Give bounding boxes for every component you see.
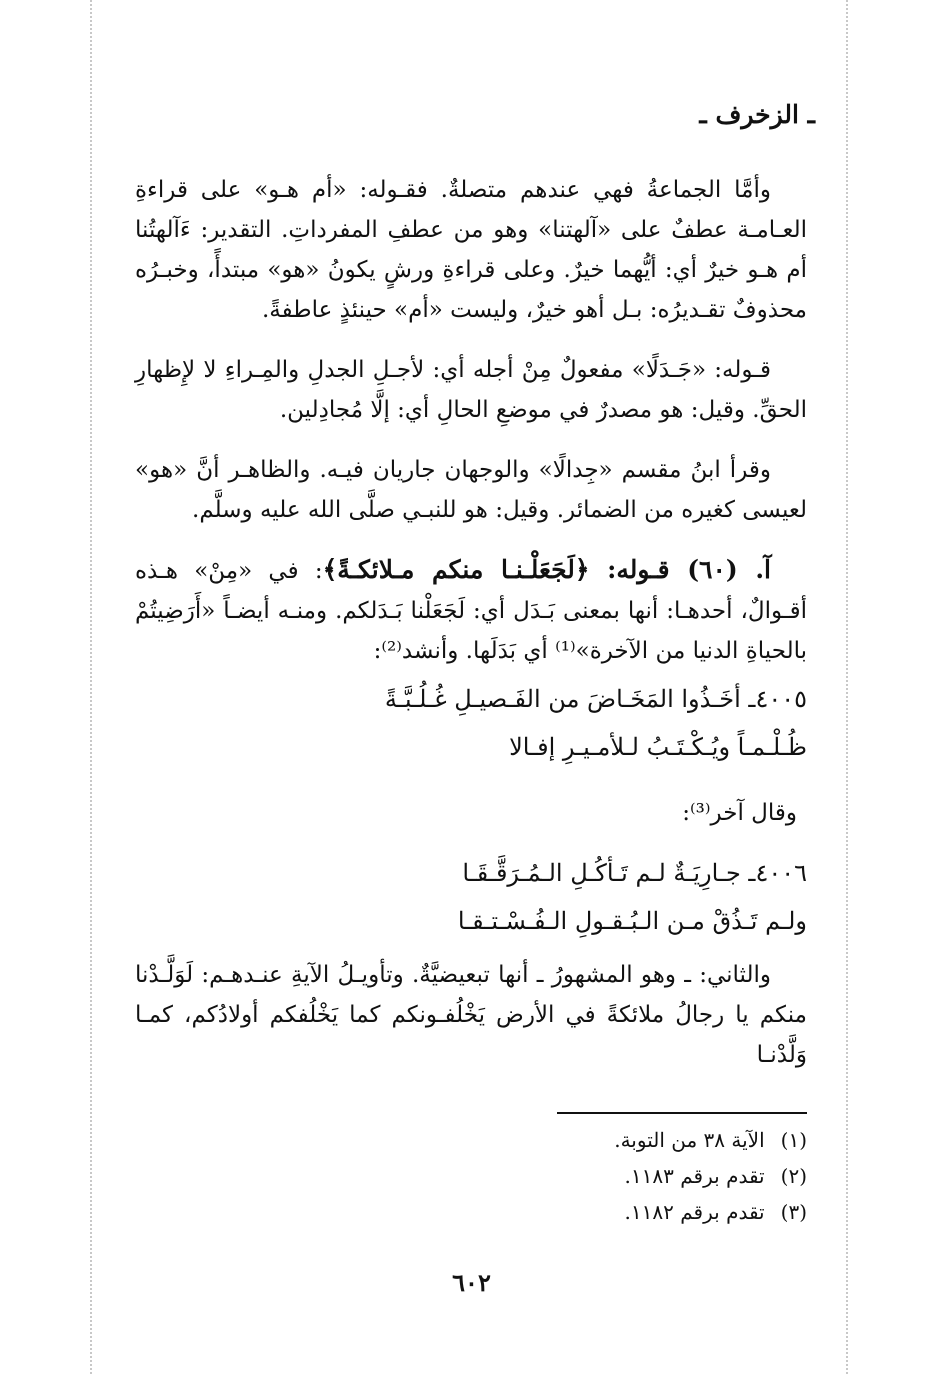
paragraph-2: قـوله: «جَـدَلًا» مفعولٌ مِنْ أجله أي: لأجـلِ الجدلِ والمِـراءِ لا لإِظهارِ الحقِّ. وقيل: هو مصدرٌ في موضعِ الحالِ أي: إلَّا مُجادِلين. xyxy=(135,357,807,423)
another-said: وقال آخر⁽³⁾: xyxy=(682,800,797,826)
poem-4005-line-1: ٤٠٠٥ـ أخَـذُوا المَخَـاضَ من الفَـصيـلِ غُـلُـبَّـةً xyxy=(384,685,807,713)
footnote-2-number: (٢) xyxy=(780,1164,807,1188)
paragraph-3: وقرأ ابنُ مقسم «جِدالًا» والوجهان جاريان فيـه. والظاهـر أنَّ «هو» لعيسى كغيره من الضمائر. وقيل: هو للنبـي صلَّى الله عليه وسلَّم. xyxy=(135,457,807,523)
paragraph-4 xyxy=(135,550,807,671)
footnote-1-text: الآية ٣٨ من التوبة. xyxy=(614,1128,765,1152)
poem-4005-line-2: ظُـلْـمـاً ويُـكْـتَـبُ لـلأمـيـرِ إفـالا xyxy=(509,733,807,761)
main-text xyxy=(135,170,807,1095)
poem-4006 xyxy=(135,849,807,945)
poem-4006-line-1: ٤٠٠٦ـ جـارِيَـةٌ لـم تَـأكُـلِ الـمُـرَقَّـقَـا xyxy=(462,859,807,887)
right-margin-dots xyxy=(846,0,848,1374)
footnote-3 xyxy=(135,1194,807,1230)
page-number: ٦٠٢ xyxy=(452,1268,491,1297)
poem-4006-line-2: ولـم تَـذُقْ مـن الـبُـقـولِ الـفُـسْـتـقـا xyxy=(457,907,807,935)
footnote-1 xyxy=(135,1122,807,1158)
poem-4005 xyxy=(135,675,807,771)
footnote-rule xyxy=(557,1112,807,1114)
left-margin-dots xyxy=(90,0,92,1374)
footnote-3-number: (٣) xyxy=(780,1200,807,1224)
footnote-2-text: تقدم برقم ١١٨٣. xyxy=(624,1164,765,1188)
footnote-3-text: تقدم برقم ١١٨٢. xyxy=(624,1200,765,1224)
quran-verse-heading: آ. (٦٠) قـوله: ﴿لَجَعَلْـنـا منكم مـلائكـةً﴾ xyxy=(322,555,772,584)
running-header: ـ الزخرف ـ xyxy=(699,100,815,129)
footnote-2 xyxy=(135,1158,807,1194)
paragraph-1: وأمَّا الجماعةُ فهي عندهم متصلةٌ. فقـوله: «أم هـو» على قراءةِ العـامـة عطفٌ على «آلهتنا» وهو من عطفِ المفرداتِ. التقدير: ءَآلهتُنا أم هـو خيرٌ أي: أيُّهما خيرٌ. وعلى قراءةِ ورشٍ يكونُ «هو» مبتدأً، وخبـرُه محذوفٌ تقـديرُه: بـل أهو خيرٌ، وليست «أم» حينئذٍ عاطفةً. xyxy=(135,177,807,323)
footnote-1-number: (١) xyxy=(780,1128,807,1152)
footnotes xyxy=(135,1112,807,1230)
paragraph-4-body: : في «مِنْ» هـذه أقـوالٌ، أحدهـا: أنها بمعنى بَـدَل أي: لَجَعَلْنا بَـدَلكم. ومنـه أيضـاً «أَرَضِيتُمْ بالحياةِ الدنيا من الآخرة»⁽¹⁾ أي بَدَلَها. وأنشد⁽²⁾: xyxy=(135,558,807,664)
paragraph-5: والثاني: ـ وهو المشهورُ ـ أنها تبعيضيَّةٌ. وتأويـلُ الآيةِ عنـدهـم: لَوَلَّـدْنا منكم يا رجالُ ملائكةً في الأرض يَخْلُفـونكم كما يَخْلُفكم أولادُكم، كمـا وَلَّدْنـا xyxy=(135,962,807,1068)
